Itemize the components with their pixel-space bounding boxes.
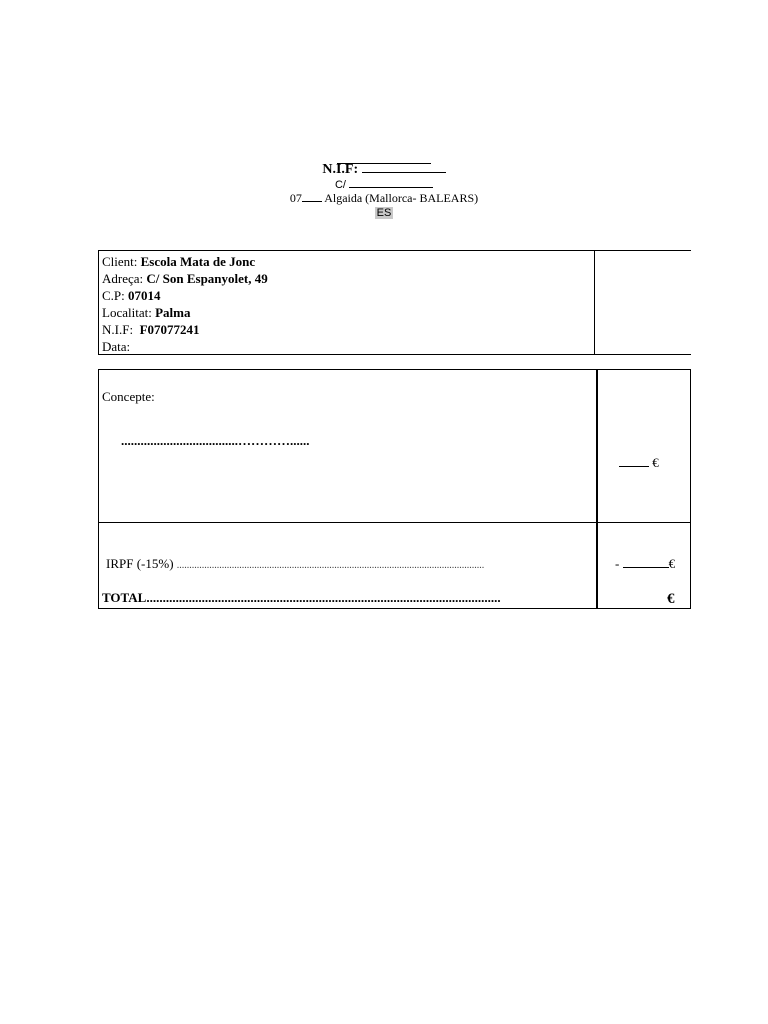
irpf-row (106, 556, 484, 572)
irpf-prefix: - (615, 556, 620, 571)
concept-amount-blank (619, 456, 649, 467)
issuer-street-line (0, 177, 768, 191)
client-nif-row (102, 321, 594, 338)
irpf-leader-dots: ........................................................................................................................... (176, 560, 485, 571)
client-side-cell (595, 251, 691, 354)
client-details-box (98, 250, 691, 355)
issuer-street-blank (349, 177, 433, 188)
client-date-row (102, 338, 594, 355)
concept-label: Concepte: (102, 389, 155, 404)
irpf-amount (615, 556, 675, 572)
client-address-value: C/ Son Espanyolet, 49 (146, 271, 268, 286)
client-name-row (102, 253, 594, 270)
irpf-amount-blank (623, 557, 669, 568)
row-divider (99, 522, 690, 523)
issuer-street-prefix: C/ (334, 179, 346, 191)
issuer-country: ES (376, 207, 392, 219)
total-label: TOTAL............................................................................................................. (102, 590, 501, 605)
concept-currency: € (652, 455, 659, 470)
client-details-cell (98, 251, 595, 354)
client-locality-value: Palma (155, 305, 191, 320)
client-address-label: Adreça: (102, 271, 144, 286)
client-name-label: Client: (102, 254, 138, 269)
column-divider (596, 370, 598, 608)
invoice-lines-box (98, 369, 691, 609)
issuer-nif-blank (362, 159, 446, 173)
client-address-row (102, 270, 594, 287)
issuer-nif-label: N.I.F: (322, 162, 359, 177)
total-currency: € (667, 591, 675, 607)
concept-amount (619, 455, 659, 471)
client-cp-value: 07014 (128, 288, 161, 303)
issuer-country-line (0, 206, 768, 220)
client-date-label: Data: (102, 339, 131, 354)
client-nif-label: N.I.F: (102, 322, 134, 337)
irpf-label: IRPF (-15%) (106, 556, 174, 571)
client-cp-label: C.P: (102, 288, 125, 303)
client-nif-value: F07077241 (139, 322, 200, 337)
issuer-postal-prefix: 07 (289, 191, 302, 205)
irpf-currency: € (668, 556, 676, 571)
client-locality-label: Localitat: (102, 305, 152, 320)
issuer-city: Algaida (Mallorca- BALEARS) (324, 191, 479, 205)
invoice-header (0, 146, 768, 220)
issuer-city-line (0, 191, 768, 206)
client-cp-row (102, 287, 594, 304)
issuer-nif-line (0, 159, 768, 177)
issuer-postal-blank (302, 191, 322, 202)
client-locality-row (102, 304, 594, 321)
client-name-value: Escola Mata de Jonc (140, 254, 256, 269)
concept-placeholder: ....................................…………...... (121, 433, 310, 448)
